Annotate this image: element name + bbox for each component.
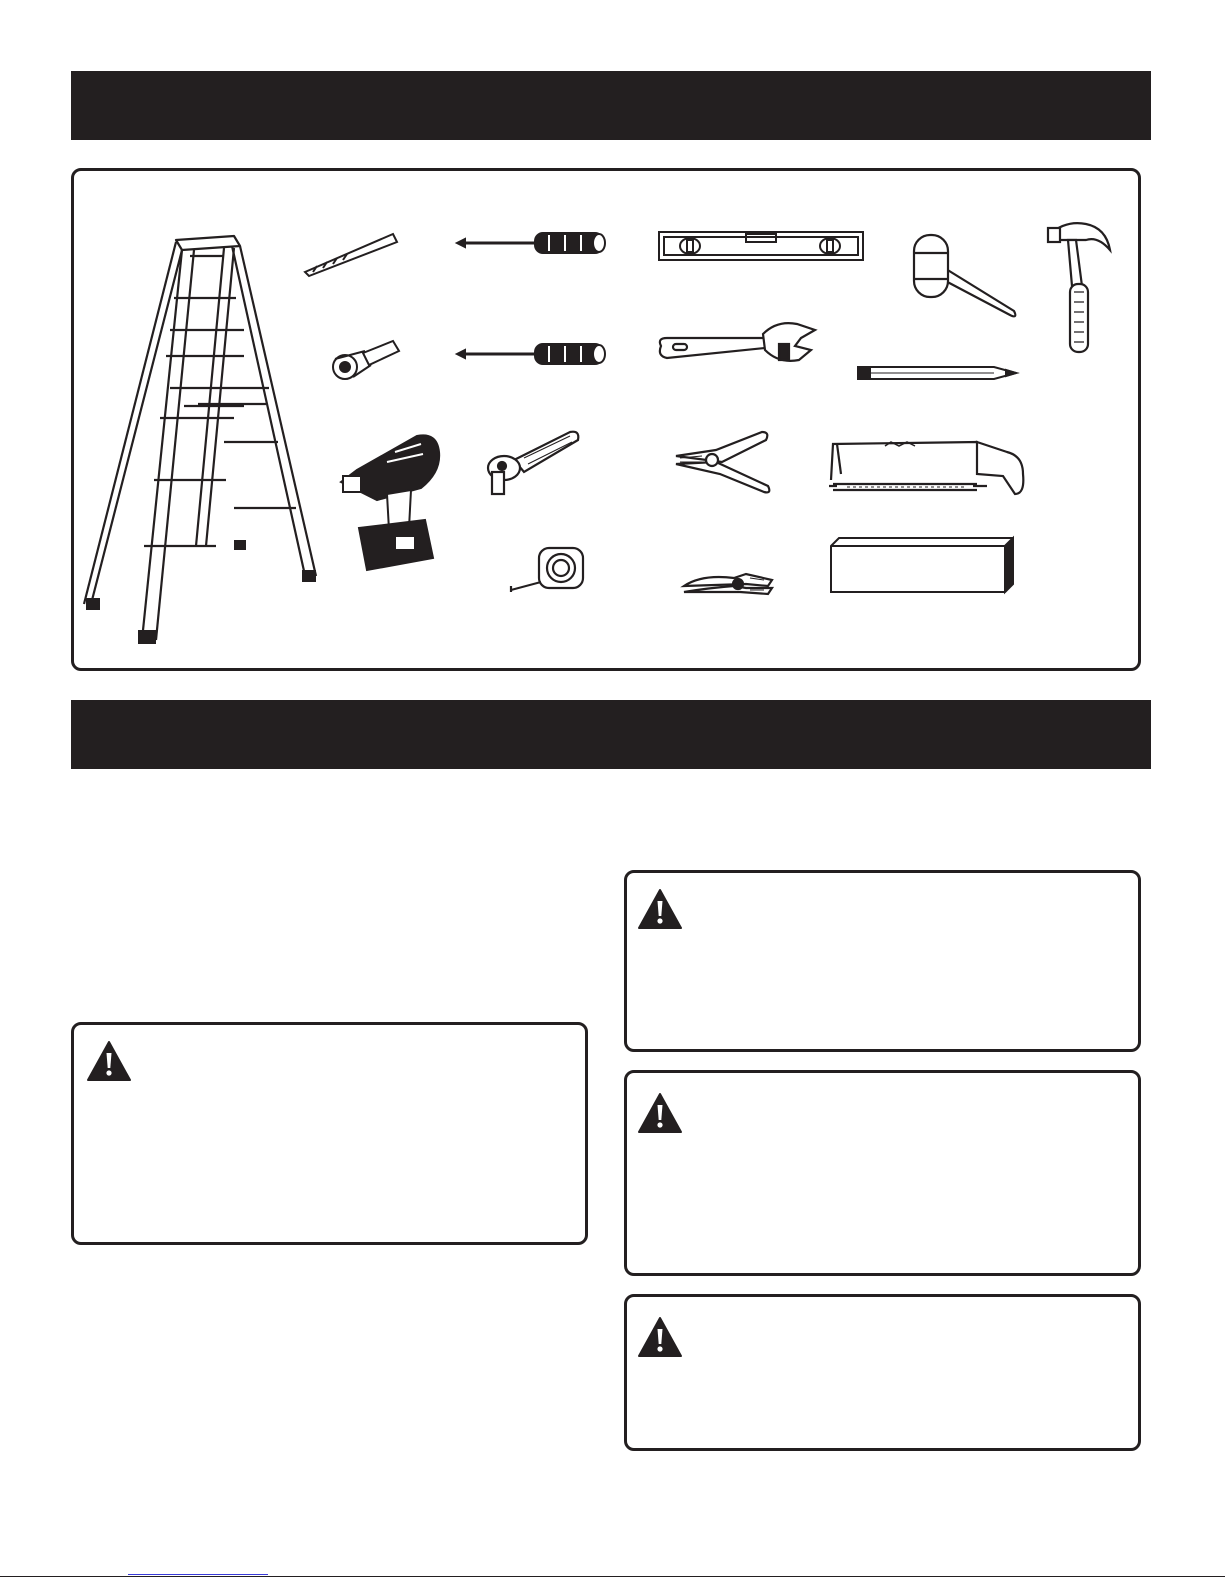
footer-link-underline[interactable] [128,1574,268,1575]
warning-box [624,1070,1141,1276]
nut-driver-bit-icon [329,337,403,383]
warning-box [71,1022,588,1245]
flat-screwdriver-icon [455,229,610,257]
step-ladder-icon [84,228,314,650]
wire-stripper-icon [672,428,772,498]
warning-box [624,870,1141,1052]
warning-triangle-icon [637,1092,683,1134]
phillips-screwdriver-icon [455,340,610,368]
claw-hammer-icon [1046,220,1112,356]
wood-block-icon [829,536,1016,594]
ratchet-icon [484,428,582,500]
warning-triangle-icon [86,1040,132,1082]
hacksaw-icon [827,434,1029,500]
drill-bit-icon [303,232,399,278]
footer-rule [0,1576,1225,1577]
tape-measure-icon [509,546,585,592]
warning-triangle-icon [637,888,683,930]
warning-box [624,1294,1141,1451]
section-header-bar-tools [71,71,1151,140]
warning-triangle-icon [637,1316,683,1358]
mallet-icon [908,231,1023,323]
pliers-icon [680,568,776,598]
adjustable-wrench-icon [655,320,819,366]
cordless-drill-icon [337,432,443,572]
pencil-icon [856,364,1018,382]
section-header-bar-assembly [71,700,1151,769]
level-icon [658,231,864,261]
